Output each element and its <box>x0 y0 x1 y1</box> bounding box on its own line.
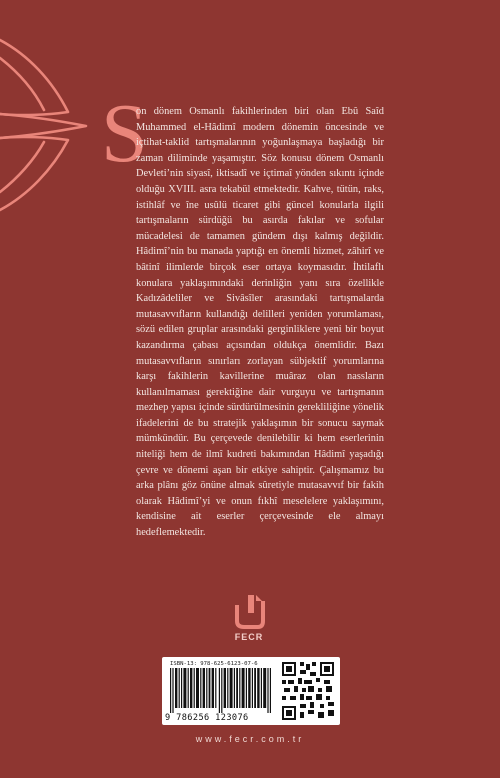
fecr-logo-icon <box>232 591 266 631</box>
publisher-website[interactable]: www.fecr.com.tr <box>195 734 305 744</box>
description-paragraph: on dönem Osmanlı fakihlerinden biri olan Ebû Saîd Muhammed el-Hâdimî modern dönemin öncesinde ve içtihat-taklid tartışmalarının yoğunlaşmaya başladığı bir zaman diliminde yaşamıştır. Söz konusu dönem Osmanlı Devleti’nin siyasî, iktisadî ve içtimaî yönden sıkıntı içinde olduğu XVIII. asra tekabül etmektedir. Kahve, tütün, raks, istihlâf ve îne usûlü ticaret gibi güncel konularla ilgili tartışmaların sürdüğü bu asırda fakılar ve sofular mücadelesi de tamamen gündem dışı kalmış değildir. Hâdimî’nin bu manada yaptığı en önemli hizmet, zâhirî ve bâtinî ilimlerde birçok eser ortaya koymasıdır. İhtilaflı konulara yaklaşımındaki derinliğin yanı sıra özellikle Kadızâdeliler ve Sivâsîler arasındaki tartışmalarda mutasavvıfların kullandığı delilleri yeniden yorumlaması, sözü edilen gruplar arasındaki gerginliklere yeni bir boyut kazandırma çabası açısından oldukça önemlidir. Bazı mutasavvıfların sınırları zorlayan sübjektif yorumlarına karşı fakihlerin kavillerine muâraz olan nassların kullanılmaması gerektiğine dair vurguyu ve tartışmanın mezhep yapısı içinde sürdürülmesinin gerekliliğine yönelik ifadelerini de bu stratejik yaklaşımın bir sonucu saymak mümkündür. Bu çerçevede denilebilir ki hem eserlerinin niteliği hem de ilmî kudreti bakımından Hâdimî yaşadığı çevre ve dönemi aşan bir etkiye sahiptir. Çalışmamız bu arka plânı göz önüne almak sûretiyle mutasavvıf bir fakih olarak Hâdimî’yi ve onun fıkhî meselelere yaklaşımını, kendisine ait eserler çerçevesinde ele almayı hedeflemektedir. <box>136 106 384 539</box>
barcode-digits: 9 786256 123076 <box>165 713 249 723</box>
isbn-label: ISBN-13: 978-625-6123-07-6 <box>170 661 258 667</box>
publisher-logo <box>224 591 274 646</box>
qr-code-icon[interactable] <box>282 662 334 720</box>
description-text <box>136 104 384 541</box>
ornament-icon <box>0 0 90 250</box>
barcode-panel <box>162 657 340 725</box>
publisher-name: FECR <box>234 632 264 642</box>
barcode-bars-icon <box>170 668 276 713</box>
drop-cap: S <box>101 87 148 180</box>
